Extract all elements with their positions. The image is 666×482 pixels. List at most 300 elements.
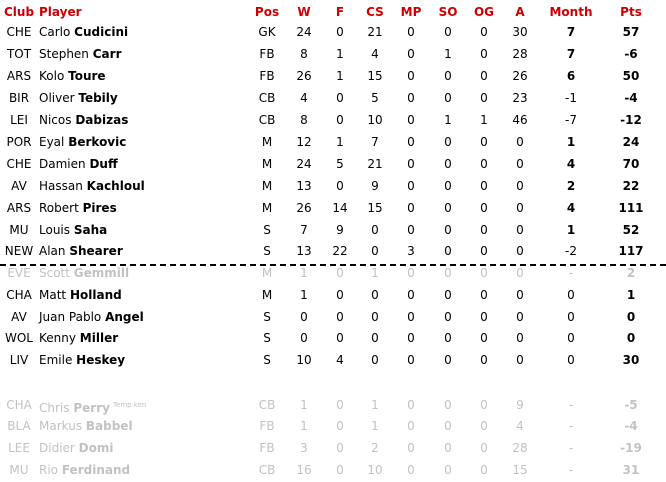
pos-cell: CB — [258, 463, 276, 477]
player-first-name: Eyal — [39, 135, 65, 149]
cs-cell: 2 — [371, 441, 379, 455]
player-cell — [39, 306, 144, 328]
mp-cell: 0 — [407, 331, 415, 345]
table-row — [0, 415, 666, 437]
pts-cell: 57 — [622, 25, 640, 39]
pos-cell: S — [263, 353, 271, 367]
table-row — [0, 306, 666, 328]
pos-cell: M — [261, 288, 273, 302]
f-cell: 1 — [336, 135, 344, 149]
player-first-name: Didier — [39, 441, 75, 455]
f-cell: 0 — [336, 310, 344, 324]
header-player: Player — [39, 5, 82, 19]
f-cell: 1 — [336, 69, 344, 83]
month-cell: 4 — [566, 157, 576, 171]
player-surname: Berkovic — [68, 135, 127, 149]
og-cell: 0 — [480, 91, 488, 105]
og-cell: 0 — [480, 69, 488, 83]
w-cell: 3 — [300, 441, 308, 455]
player-surname: Domi — [78, 441, 114, 455]
mp-cell: 0 — [407, 157, 415, 171]
a-cell: 0 — [516, 288, 524, 302]
player-cell — [39, 197, 117, 219]
pts-cell: 1 — [626, 288, 636, 302]
player-surname: Pires — [82, 201, 117, 215]
header-og: OG — [473, 5, 495, 19]
pos-cell: S — [263, 331, 271, 345]
a-cell: 23 — [512, 91, 528, 105]
club-cell: MU — [9, 223, 29, 237]
f-cell: 9 — [336, 223, 344, 237]
mp-cell: 0 — [407, 69, 415, 83]
a-cell: 30 — [512, 25, 528, 39]
f-cell: 0 — [336, 331, 344, 345]
cs-cell: 1 — [371, 419, 379, 433]
player-surname: Ferdinand — [61, 463, 131, 477]
so-cell: 0 — [444, 223, 452, 237]
player-cell — [39, 21, 128, 43]
so-cell: 1 — [444, 47, 452, 61]
pos-cell: CB — [258, 113, 276, 127]
f-cell: 5 — [336, 157, 344, 171]
so-cell: 0 — [444, 244, 452, 258]
month-cell: - — [568, 266, 574, 280]
w-cell: 10 — [296, 353, 312, 367]
player-surname: Dabizas — [75, 113, 129, 127]
a-cell: 0 — [516, 179, 524, 193]
f-cell: 0 — [336, 398, 344, 412]
f-cell: 0 — [336, 419, 344, 433]
so-cell: 0 — [444, 135, 452, 149]
cs-cell: 21 — [367, 157, 383, 171]
month-cell: -2 — [565, 244, 577, 258]
player-surname: Toure — [68, 69, 106, 83]
f-cell: 0 — [336, 441, 344, 455]
w-cell: 24 — [296, 157, 312, 171]
pos-cell: FB — [259, 441, 275, 455]
player-cell — [39, 153, 118, 175]
player-surname: Tebily — [78, 91, 118, 105]
player-cell — [39, 109, 128, 131]
player-cell — [39, 349, 125, 371]
pos-cell: FB — [259, 69, 275, 83]
cs-cell: 0 — [371, 288, 379, 302]
pos-cell: M — [261, 179, 273, 193]
player-surname: Babbel — [85, 419, 133, 433]
player-cell — [39, 43, 122, 65]
og-cell: 0 — [480, 331, 488, 345]
squad-divider — [0, 264, 666, 266]
pts-cell: -5 — [624, 398, 638, 412]
og-cell: 0 — [480, 135, 488, 149]
player-cell — [39, 65, 106, 87]
table-header — [0, 1, 666, 23]
w-cell: 24 — [296, 25, 312, 39]
player-cell — [39, 415, 133, 437]
mp-cell: 0 — [407, 223, 415, 237]
cs-cell: 4 — [371, 47, 379, 61]
og-cell: 0 — [480, 266, 488, 280]
player-surname: Duff — [89, 157, 118, 171]
f-cell: 0 — [336, 266, 344, 280]
header-so: SO — [438, 5, 458, 19]
month-cell: 6 — [566, 69, 576, 83]
pos-cell: S — [263, 244, 271, 258]
club-cell: POR — [6, 135, 32, 149]
w-cell: 8 — [300, 47, 308, 61]
club-cell: BLA — [7, 419, 31, 433]
header-a: A — [515, 5, 525, 19]
header-w: W — [297, 5, 311, 19]
pts-cell: 22 — [622, 179, 640, 193]
club-cell: TOT — [6, 47, 32, 61]
pts-cell: 117 — [618, 244, 644, 258]
pos-cell: CB — [258, 91, 276, 105]
w-cell: 16 — [296, 463, 312, 477]
cs-cell: 0 — [371, 310, 379, 324]
month-cell: 2 — [566, 179, 576, 193]
club-cell: CHA — [6, 398, 32, 412]
mp-cell: 0 — [407, 179, 415, 193]
player-first-name: Nicos — [39, 113, 72, 127]
w-cell: 12 — [296, 135, 312, 149]
pos-cell: M — [261, 135, 273, 149]
pts-cell: 31 — [622, 463, 640, 477]
club-cell: CHE — [6, 25, 32, 39]
player-first-name: Chris — [39, 401, 70, 415]
month-cell: 0 — [567, 288, 575, 302]
og-cell: 0 — [480, 419, 488, 433]
cs-cell: 1 — [371, 266, 379, 280]
player-surname: Holland — [69, 288, 122, 302]
player-cell — [39, 437, 114, 459]
month-cell: 4 — [566, 201, 576, 215]
w-cell: 26 — [296, 69, 312, 83]
month-cell: 0 — [567, 310, 575, 324]
player-cell — [39, 327, 118, 349]
a-cell: 28 — [512, 441, 528, 455]
player-cell — [39, 459, 130, 481]
a-cell: 15 — [512, 463, 528, 477]
pts-cell: 52 — [622, 223, 640, 237]
so-cell: 0 — [444, 25, 452, 39]
w-cell: 0 — [300, 310, 308, 324]
player-surname: Saha — [73, 223, 108, 237]
header-cs: CS — [366, 5, 384, 19]
so-cell: 0 — [444, 398, 452, 412]
table-row — [0, 284, 666, 306]
month-cell: - — [568, 441, 574, 455]
player-first-name: Damien — [39, 157, 86, 171]
w-cell: 1 — [300, 419, 308, 433]
table-row — [0, 349, 666, 371]
table-row — [0, 219, 666, 241]
player-cell — [39, 240, 123, 262]
table-row — [0, 43, 666, 65]
f-cell: 14 — [332, 201, 348, 215]
player-first-name: Rio — [39, 463, 59, 477]
mp-cell: 0 — [407, 398, 415, 412]
table-row — [0, 65, 666, 87]
so-cell: 0 — [444, 266, 452, 280]
pts-cell: 0 — [626, 310, 636, 324]
cs-cell: 10 — [367, 113, 383, 127]
table-row — [0, 153, 666, 175]
mp-cell: 0 — [407, 135, 415, 149]
pos-cell: M — [261, 266, 273, 280]
club-cell: LEI — [10, 113, 28, 127]
og-cell: 0 — [480, 179, 488, 193]
og-cell: 0 — [480, 244, 488, 258]
table-row — [0, 109, 666, 131]
mp-cell: 0 — [407, 441, 415, 455]
pos-cell: FB — [259, 47, 275, 61]
player-cell — [39, 131, 126, 153]
so-cell: 0 — [444, 201, 452, 215]
so-cell: 0 — [444, 310, 452, 324]
og-cell: 0 — [480, 441, 488, 455]
a-cell: 0 — [516, 244, 524, 258]
pos-cell: GK — [258, 25, 276, 39]
player-cell — [39, 284, 122, 306]
pts-cell: -19 — [620, 441, 642, 455]
pts-cell: -12 — [620, 113, 642, 127]
player-first-name: Oliver — [39, 91, 75, 105]
og-cell: 0 — [480, 201, 488, 215]
pts-cell: 30 — [622, 353, 640, 367]
club-cell: MU — [9, 463, 29, 477]
player-surname: Cudicini — [74, 25, 129, 39]
f-cell: 0 — [336, 91, 344, 105]
player-cell — [39, 175, 145, 197]
so-cell: 0 — [444, 288, 452, 302]
w-cell: 1 — [300, 288, 308, 302]
header-pts: Pts — [620, 5, 642, 19]
w-cell: 13 — [296, 179, 312, 193]
mp-cell: 0 — [407, 266, 415, 280]
w-cell: 7 — [300, 223, 308, 237]
mp-cell: 0 — [407, 310, 415, 324]
player-surname: Angel — [105, 310, 144, 324]
table-row — [0, 240, 666, 262]
f-cell: 0 — [336, 113, 344, 127]
mp-cell: 0 — [407, 201, 415, 215]
a-cell: 28 — [512, 47, 528, 61]
month-cell: - — [568, 419, 574, 433]
club-cell: NEW — [4, 244, 34, 258]
a-cell: 0 — [516, 157, 524, 171]
player-first-name: Emile — [39, 353, 73, 367]
og-cell: 0 — [480, 25, 488, 39]
so-cell: 0 — [444, 463, 452, 477]
pos-cell: M — [261, 157, 273, 171]
a-cell: 0 — [516, 353, 524, 367]
player-cell — [39, 87, 118, 109]
player-surname: Perry — [73, 401, 110, 415]
pts-cell: -6 — [624, 47, 638, 61]
month-cell: 1 — [566, 135, 576, 149]
so-cell: 1 — [444, 113, 452, 127]
pos-cell: M — [261, 201, 273, 215]
og-cell: 0 — [480, 310, 488, 324]
club-cell: CHE — [6, 157, 32, 171]
club-cell: CHA — [6, 288, 32, 302]
so-cell: 0 — [444, 353, 452, 367]
cs-cell: 15 — [367, 201, 383, 215]
pos-cell: CB — [258, 398, 276, 412]
club-cell: BIR — [8, 91, 30, 105]
cs-cell: 0 — [371, 331, 379, 345]
header-mp: MP — [400, 5, 422, 19]
so-cell: 0 — [444, 91, 452, 105]
pts-cell: 70 — [622, 157, 640, 171]
cs-cell: 9 — [371, 179, 379, 193]
player-first-name: Matt — [39, 288, 67, 302]
a-cell: 0 — [516, 201, 524, 215]
mp-cell: 0 — [407, 463, 415, 477]
table-row — [0, 21, 666, 43]
so-cell: 0 — [444, 441, 452, 455]
w-cell: 0 — [300, 331, 308, 345]
player-surname: Carr — [92, 47, 122, 61]
table-row — [0, 394, 666, 416]
mp-cell: 0 — [407, 91, 415, 105]
player-first-name: Louis — [39, 223, 71, 237]
so-cell: 0 — [444, 69, 452, 83]
club-cell: WOL — [5, 331, 33, 345]
player-note: Temp ken — [112, 401, 147, 409]
table-row — [0, 131, 666, 153]
og-cell: 0 — [480, 398, 488, 412]
table-row — [0, 197, 666, 219]
w-cell: 1 — [300, 398, 308, 412]
a-cell: 46 — [512, 113, 528, 127]
f-cell: 0 — [336, 25, 344, 39]
club-cell: EVE — [7, 266, 31, 280]
club-cell: LIV — [9, 353, 29, 367]
player-surname: Gemmill — [73, 266, 130, 280]
pts-cell: -4 — [624, 419, 638, 433]
pts-cell: 0 — [626, 331, 636, 345]
f-cell: 4 — [336, 353, 344, 367]
og-cell: 0 — [480, 288, 488, 302]
table-row — [0, 459, 666, 481]
f-cell: 0 — [336, 179, 344, 193]
player-surname: Heskey — [76, 353, 126, 367]
so-cell: 0 — [444, 419, 452, 433]
player-first-name: Hassan — [39, 179, 83, 193]
pos-cell: S — [263, 310, 271, 324]
og-cell: 1 — [480, 113, 488, 127]
cs-cell: 10 — [367, 463, 383, 477]
a-cell: 0 — [516, 310, 524, 324]
month-cell: 0 — [567, 353, 575, 367]
w-cell: 26 — [296, 201, 312, 215]
table-row — [0, 175, 666, 197]
f-cell: 0 — [336, 463, 344, 477]
month-cell: 0 — [567, 331, 575, 345]
header-club: Club — [4, 5, 35, 19]
a-cell: 0 — [516, 223, 524, 237]
og-cell: 0 — [480, 157, 488, 171]
month-cell: 1 — [566, 223, 576, 237]
header-pos: Pos — [254, 5, 280, 19]
cs-cell: 0 — [371, 244, 379, 258]
month-cell: - — [568, 463, 574, 477]
player-first-name: Markus — [39, 419, 83, 433]
table-row — [0, 437, 666, 459]
f-cell: 0 — [336, 288, 344, 302]
a-cell: 26 — [512, 69, 528, 83]
a-cell: 4 — [516, 419, 524, 433]
a-cell: 0 — [516, 331, 524, 345]
club-cell: AV — [11, 179, 27, 193]
pts-cell: 50 — [622, 69, 640, 83]
og-cell: 0 — [480, 223, 488, 237]
mp-cell: 0 — [407, 25, 415, 39]
cs-cell: 7 — [371, 135, 379, 149]
club-cell: ARS — [6, 201, 32, 215]
player-first-name: Stephen — [39, 47, 89, 61]
og-cell: 0 — [480, 47, 488, 61]
a-cell: 0 — [516, 266, 524, 280]
w-cell: 1 — [300, 266, 308, 280]
player-first-name: Kenny — [39, 331, 76, 345]
cs-cell: 0 — [371, 353, 379, 367]
player-first-name: Scott — [39, 266, 70, 280]
pts-cell: 111 — [618, 201, 644, 215]
club-cell: ARS — [6, 69, 32, 83]
club-cell: AV — [11, 310, 27, 324]
table-row — [0, 327, 666, 349]
so-cell: 0 — [444, 179, 452, 193]
mp-cell: 0 — [407, 419, 415, 433]
w-cell: 4 — [300, 91, 308, 105]
player-first-name: Alan — [39, 244, 66, 258]
month-cell: - — [568, 398, 574, 412]
month-cell: -7 — [565, 113, 577, 127]
pos-cell: FB — [259, 419, 275, 433]
player-surname: Kachloul — [86, 179, 145, 193]
mp-cell: 0 — [407, 353, 415, 367]
so-cell: 0 — [444, 331, 452, 345]
mp-cell: 3 — [407, 244, 415, 258]
player-first-name: Kolo — [39, 69, 65, 83]
header-f: F — [335, 5, 345, 19]
player-first-name: Carlo — [39, 25, 71, 39]
cs-cell: 15 — [367, 69, 383, 83]
pts-cell: 24 — [622, 135, 640, 149]
header-month: Month — [549, 5, 593, 19]
a-cell: 0 — [516, 135, 524, 149]
cs-cell: 21 — [367, 25, 383, 39]
player-surname: Miller — [79, 331, 119, 345]
cs-cell: 5 — [371, 91, 379, 105]
a-cell: 9 — [516, 398, 524, 412]
month-cell: 7 — [566, 47, 576, 61]
table-row — [0, 87, 666, 109]
og-cell: 0 — [480, 463, 488, 477]
player-first-name: Juan Pablo — [39, 310, 102, 324]
w-cell: 13 — [296, 244, 312, 258]
pos-cell: S — [263, 223, 271, 237]
so-cell: 0 — [444, 157, 452, 171]
mp-cell: 0 — [407, 47, 415, 61]
mp-cell: 0 — [407, 288, 415, 302]
player-cell — [39, 219, 107, 241]
mp-cell: 0 — [407, 113, 415, 127]
pts-cell: 2 — [626, 266, 636, 280]
